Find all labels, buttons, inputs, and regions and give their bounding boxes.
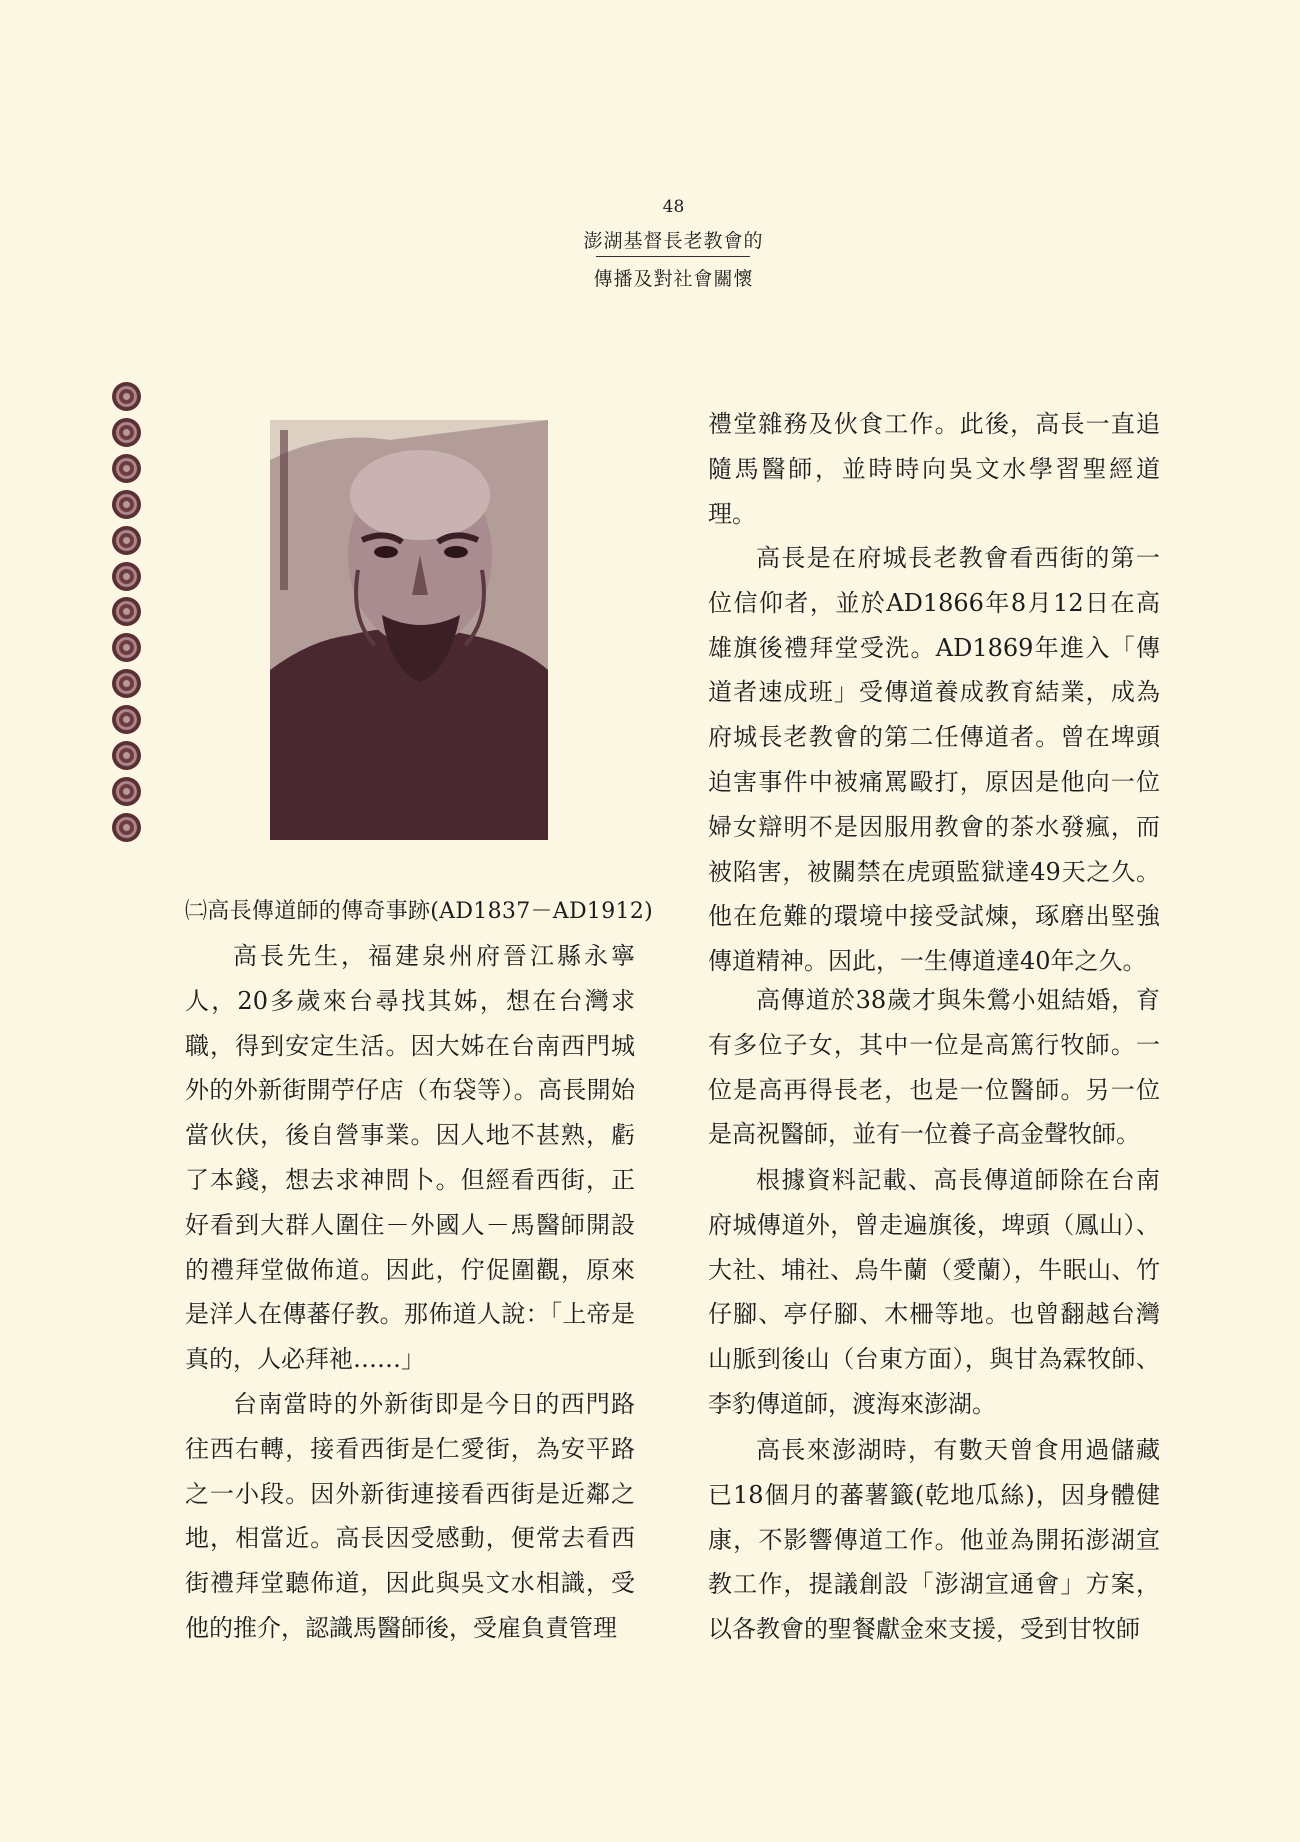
ornament-icon — [112, 633, 141, 662]
left-paragraph-1: 高長先生，福建泉州府晉江縣永寧人，20多歲來台尋找其姊，想在台灣求職，得到安定生活。因大姊在台南西門城外的外新街開苧仔店（布袋等）。高長開始當伙伕，後自營事業。因人地不甚熟，虧了本錢，想去求神問卜。但經看西街，正好看到大群人圍住－外國人－馬醫師開設的禮拜堂做佈道。因此，佇促圍觀，原來是洋人在傳蕃仔教。那佈道人說：「上帝是真的，人必拜祂……」 — [185, 942, 635, 1374]
ornament-icon — [112, 382, 141, 411]
ornament-icon — [112, 705, 141, 734]
ornament-icon — [112, 741, 141, 770]
header-rule — [596, 256, 750, 257]
ornament-icon — [112, 669, 141, 698]
right-paragraph-4: 高長來澎湖時，有數天曾食用過儲藏已18個月的蕃薯籤(乾地瓜絲)，因身體健康，不影響傳道工作。他並為開拓澎湖宣教工作，提議創設「澎湖宣通會」方案，以各教會的聖餐獻金來支援，受到甘牧師 — [708, 1436, 1160, 1644]
ornament-icon — [112, 777, 141, 806]
header-title-line2: 傳播及對社會關懷 — [593, 268, 754, 290]
header-title-line1: 澎湖基督長老教會的 — [583, 230, 764, 252]
right-paragraph-2: 高傳道於38歲才與朱鶯小姐結婚，育有多位子女，其中一位是高篤行牧師。一位是高再得長老，也是一位醫師。另一位是高祝醫師，並有一位養子高金聲牧師。 — [708, 986, 1160, 1149]
ornament-icon — [112, 418, 141, 447]
section-heading: ㈡高長傳道師的傳奇事跡(AD1837－AD1912) — [185, 899, 653, 924]
ornament-icon — [112, 526, 141, 555]
left-paragraph-2: 台南當時的外新街即是今日的西門路往西右轉，接看西街是仁愛街，為安平路之一小段。因外新街連接看西街是近鄰之地，相當近。高長因受感動，便常去看西街禮拜堂聽佈道，因此與吳文水相識，受他的推介，認識馬醫師後，受雇負責管理 — [185, 1390, 635, 1642]
ornament-icon — [112, 813, 141, 842]
portrait-photo — [270, 420, 548, 840]
ornament-icon — [112, 597, 141, 626]
ornament-icon — [112, 454, 141, 483]
right-paragraph-3: 根據資料記載、高長傳道師除在台南府城傳道外，曾走遍旗後，埤頭（鳳山）、大社、埔社、烏牛蘭（愛蘭），牛眠山、竹仔腳、亭仔腳、木柵等地。也曾翻越台灣山脈到後山（台東方面），與甘為霖牧師、李豹傳道師，渡海來澎湖。 — [708, 1166, 1160, 1418]
decorative-ornament-strip — [104, 382, 154, 842]
right-paragraph-1: 高長是在府城長老教會看西街的第一位信仰者，並於AD1866年8月12日在高雄旗後禮拜堂受洗。AD1869年進入「傳道者速成班」受傳道養成教育結業，成為府城長老教會的第二任傳道者。曾在埤頭迫害事件中被痛罵毆打，原因是他向一位婦女辯明不是因服用教會的茶水發瘋，而被陷害，被關禁在虎頭監獄達49天之久。他在危難的環境中接受試煉，琢磨出堅強傳道精神。因此，一生傳道達40年之久。 — [708, 544, 1160, 976]
ornament-icon — [112, 490, 141, 519]
page-number: 48 — [662, 197, 685, 217]
right-paragraph-continued: 禮堂雜務及伙食工作。此後，高長一直追隨馬醫師，並時時向吳文水學習聖經道理。 — [708, 410, 1160, 528]
ornament-icon — [112, 562, 141, 591]
